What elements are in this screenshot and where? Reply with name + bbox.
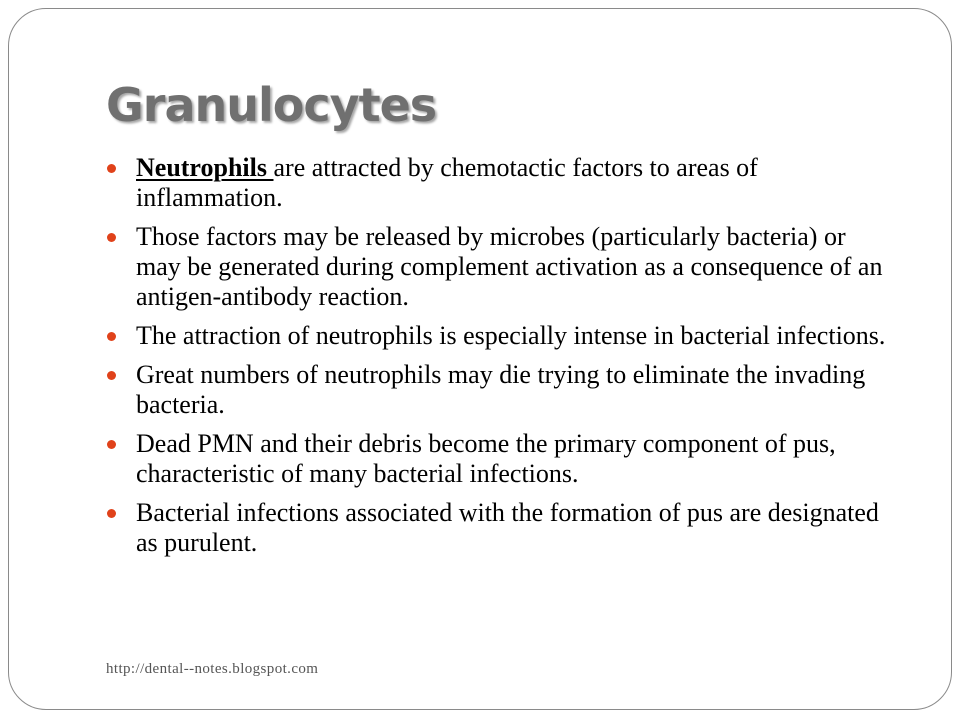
bullet-lead: Neutrophils bbox=[136, 153, 274, 182]
bullet-text: Dead PMN and their debris become the primary component of pus, characteristic of many bacterial infections. bbox=[136, 429, 836, 488]
bullet-item bbox=[105, 360, 895, 420]
bullet-item bbox=[105, 321, 895, 351]
slide-title: Granulocytes bbox=[106, 78, 437, 132]
bullet-text: Those factors may be released by microbes (particularly bacteria) or may be generated during complement activation as a consequence of an antigen-antibody reaction. bbox=[136, 222, 883, 311]
bullet-dot-icon bbox=[107, 440, 116, 449]
bullet-item bbox=[105, 222, 895, 312]
bullet-item bbox=[105, 498, 895, 558]
footer-url: http://dental--notes.blogspot.com bbox=[106, 661, 319, 677]
bullet-dot-icon bbox=[107, 371, 116, 380]
bullet-text: Great numbers of neutrophils may die trying to eliminate the invading bacteria. bbox=[136, 360, 866, 419]
bullet-text: Bacterial infections associated with the formation of pus are designated as purulent. bbox=[136, 498, 879, 557]
bullet-dot-icon bbox=[107, 233, 116, 242]
bullet-list bbox=[105, 153, 895, 567]
bullet-item bbox=[105, 429, 895, 489]
bullet-dot-icon bbox=[107, 332, 116, 341]
bullet-text: The attraction of neutrophils is especially intense in bacterial infections. bbox=[136, 321, 886, 350]
bullet-dot-icon bbox=[107, 509, 116, 518]
bullet-text: are attracted by chemotactic factors to areas of inflammation. bbox=[136, 153, 758, 212]
bullet-item bbox=[105, 153, 895, 213]
bullet-dot-icon bbox=[107, 164, 116, 173]
